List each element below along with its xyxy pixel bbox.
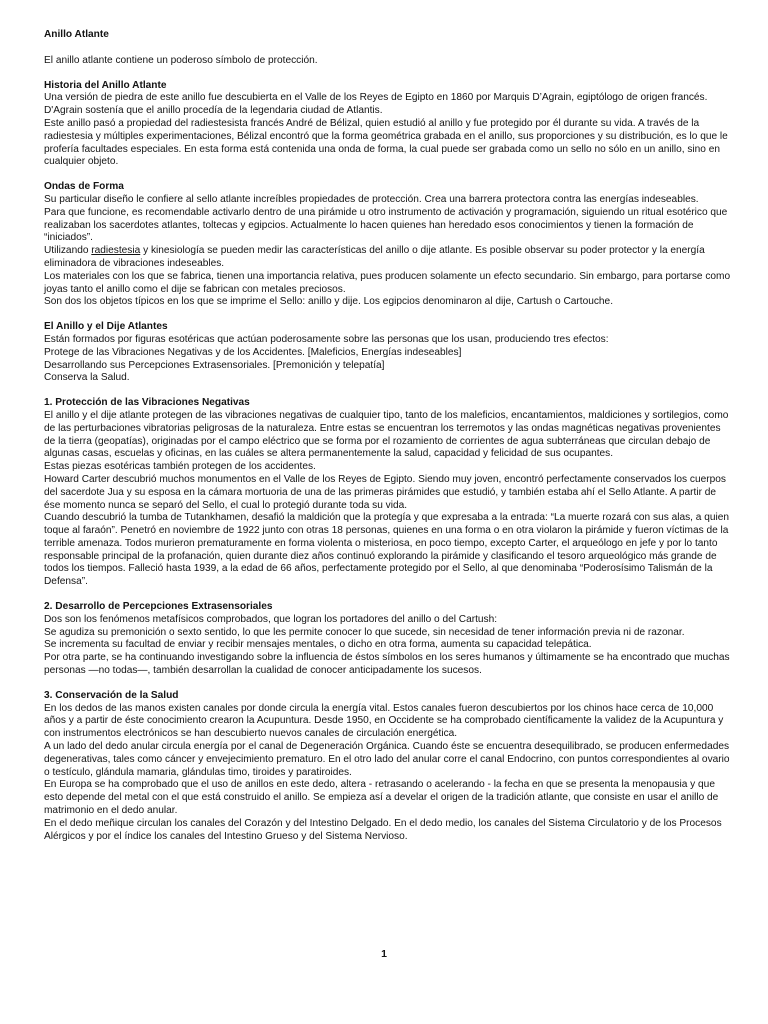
paragraph: Cuando descubrió la tumba de Tutankhamen, desafió la maldición que la protegía y que expresaba a la entrada: “La muerte rozará con sus alas, a quien toque al faraón”. Penetró en noviembre de 1922 junto con otras 18 personas, quienes en una forma o en otra violaron la pirámide y fueron víctimas de la terrible amenaza. Todos murieron prematuramente en forma violenta o misteriosa, en poco tiempo, excepto Carter, el arqueólogo en jefe y por lo tanto responsable principal de la profanación, quien durante diez años continuó explorando la pirámide y clasificando el tesoro arqueológico más grande de todos los tiempos. Falleció hasta 1939, a la edad de 66 años, perfectamente protegido por el Sello, al que denominaba “Poderosísimo Talismán de la Defensa”. (44, 512, 729, 588)
paragraph: El anillo y el dije atlante protegen de las vibraciones negativas de cualquier tipo, tanto de los maleficios, encantamientos, maldiciones y sortilegios, como de las perturbaciones vibratorias peligrosas de la naturaleza. Entre estas se encuentran los terremotos y las ondas magnéticas negativas provenientes de la tierra (geopatías), originadas por el campo eléctrico que se forma por el rozamiento de corrientes de agua subterráneas que circulan debajo de algunas casas, escuelas y oficinas, en las cuáles se altera permanentemente la salud, capacidad y felicidad de sus ocupantes. (44, 409, 729, 460)
section-heading: 1. Protección de las Vibraciones Negativas (44, 397, 250, 409)
section-percepciones (44, 601, 734, 678)
paragraph: Este anillo pasó a propiedad del radiestesista francés André de Bélizal, quien estudió al anillo y fue protegido por él durante su vida. A través de la radiestesia y múltiples experimentaciones, Bélizal encontró que la forma geométrica grabada en el anillo, sus proporciones y su distribución, es lo que le profería facultades especiales. En esta forma está contenida una onda de forma, la cual puede ser grabada como un sello no sólo en un anillo, sino en cualquier objeto. (44, 117, 728, 168)
section-heading: El Anillo y el Dije Atlantes (44, 321, 168, 333)
document-title: Anillo Atlante (44, 29, 109, 40)
paragraph: Estas piezas esotéricas también protegen de los accidentes. (44, 461, 316, 473)
intro-paragraph: El anillo atlante contiene un poderoso símbolo de protección. (44, 54, 318, 66)
effect-item: Conserva la Salud. (44, 372, 130, 384)
text-run: y kinesiología se pueden medir las características del anillo o dije atlante. Es posible observar su poder protector y la energía eliminadora de vibraciones indeseables. (44, 245, 705, 269)
radiestesia-link[interactable]: radiestesia (91, 245, 141, 257)
paragraph: Los materiales con los que se fabrica, tienen una importancia relativa, pues producen solamente un efecto secundario. Sin embargo, para portarse como joyas tanto el anillo como el dije se fabrican con metales preciosos. (44, 270, 731, 295)
text-run: Utilizando (44, 245, 92, 257)
paragraph: Dos son los fenómenos metafísicos comprobados, que logran los portadores del anillo o del Cartush: (44, 613, 498, 625)
paragraph: Están formados por figuras esotéricas que actúan poderosamente sobre las personas que los usan, produciendo tres efectos: (44, 333, 609, 345)
paragraph: Se agudiza su premonición o sexto sentido, lo que les permite conocer lo que sucede, sin necesidad de tener información previa ni de razonar. (44, 626, 685, 638)
paragraph: Se incrementa su facultad de enviar y recibir mensajes mentales, o dicho en otra forma, aumenta su capacidad telepática. (44, 639, 592, 651)
paragraph: A un lado del dedo anular circula energía por el canal de Degeneración Orgánica. Cuando éste se encuentra desequilibrado, se producen enfermedades degenerativas, tales como cáncer y envejecimiento prematuro. En el otro lado del anular corre el canal Endocrino, con puntos correspondientes al ovario o testículo, glándula mamaria, glándulas timo, tiroides y paratiroides. (44, 741, 730, 778)
section-heading: Ondas de Forma (44, 181, 124, 193)
page-number: 1 (381, 948, 387, 960)
section-proteccion (44, 397, 734, 589)
section-heading: Historia del Anillo Atlante (44, 79, 167, 91)
effect-item: Desarrollando sus Percepciones Extrasensoriales. [Premonición y telepatía] (44, 359, 385, 371)
paragraph: En Europa se ha comprobado que el uso de anillos en este dedo, altera - retrasando o acelerando - la fecha en que se presenta la menopausia y que esto depende del metal con el que está construido el anillo. Se empieza así a develar el origen de la tradición atlante, que consiste en usar el anillo de matrimonio en el dedo anular. (44, 779, 719, 817)
paragraph: Para que funcione, es recomendable activarlo dentro de una pirámide u otro instrumento de activación y programación, siguiendo un ritual esotérico que realizaban los sacerdotes atlantes, toltecas y egipcios. Actualmente lo hacen quienes han heredado esos conocimientos y tienen la formación de “iniciados”. (44, 206, 728, 244)
paragraph: En los dedos de las manos existen canales por donde circula la energía vital. Estos canales fueron descubiertos por los chinos hace cerca de 10,000 años y a partir de éste conocimiento crearon la Acupuntura. Desde 1950, en Occidente se ha comprobado científicamente la validez de la Acupuntura y con instrumentos electrónicos se han descubierto nuevos canales de circulación energética. (44, 702, 724, 740)
section-heading: 3. Conservación de la Salud (44, 689, 179, 701)
section-heading: 2. Desarrollo de Percepciones Extrasensoriales (44, 601, 273, 613)
effect-item: Protege de las Vibraciones Negativas y de los Accidentes. [Maleficios, Energías indeseables] (44, 346, 462, 358)
paragraph: Son dos los objetos típicos en los que se imprime el Sello: anillo y dije. Los egipcios denominaron al dije, Cartush o Cartouche. (44, 296, 614, 308)
section-salud (44, 690, 734, 844)
section-dije (44, 321, 734, 385)
section-ondas (44, 181, 734, 309)
paragraph: En el dedo meñique circulan los canales del Corazón y del Intestino Delgado. En el dedo medio, los canales del Sistema Circulatorio y de los Procesos Alérgicos y por el índice los canales del Intestino Grueso y del Sistema Nervioso. (44, 817, 722, 842)
paragraph-with-link (44, 245, 734, 271)
paragraph: Howard Carter descubrió muchos monumentos en el Valle de los Reyes de Egipto. Siendo muy joven, encontró perfectamente conservados los cuerpos del sacerdote Jua y su esposa en la cámara mortuoria de una de las primeras pirámides que estudió, y también estaba ahí el Sello Atlante. A partir de ése momento nunca se separó del Sello, el cual lo protegió durante toda su vida. (44, 473, 726, 511)
section-historia (44, 80, 734, 170)
paragraph: Por otra parte, se ha continuando investigando sobre la influencia de éstos símbolos en los seres humanos y últimamente se ha encontrado que muchas personas —no todas—, también desarrollan la cualidad de conocer anticipadamente los sucesos. (44, 652, 730, 677)
paragraph: Una versión de piedra de este anillo fue descubierta en el Valle de los Reyes de Egipto en 1860 por Marquis D’Agrain, egiptólogo de origen francés. D'Agrain sostenía que el anillo procedía de la legendaria ciudad de Atlantis. (44, 92, 708, 117)
paragraph: Su particular diseño le confiere al sello atlante increíbles propiedades de protección. Crea una barrera protectora contra las energías indeseables. (44, 193, 699, 205)
document-page (44, 29, 734, 843)
